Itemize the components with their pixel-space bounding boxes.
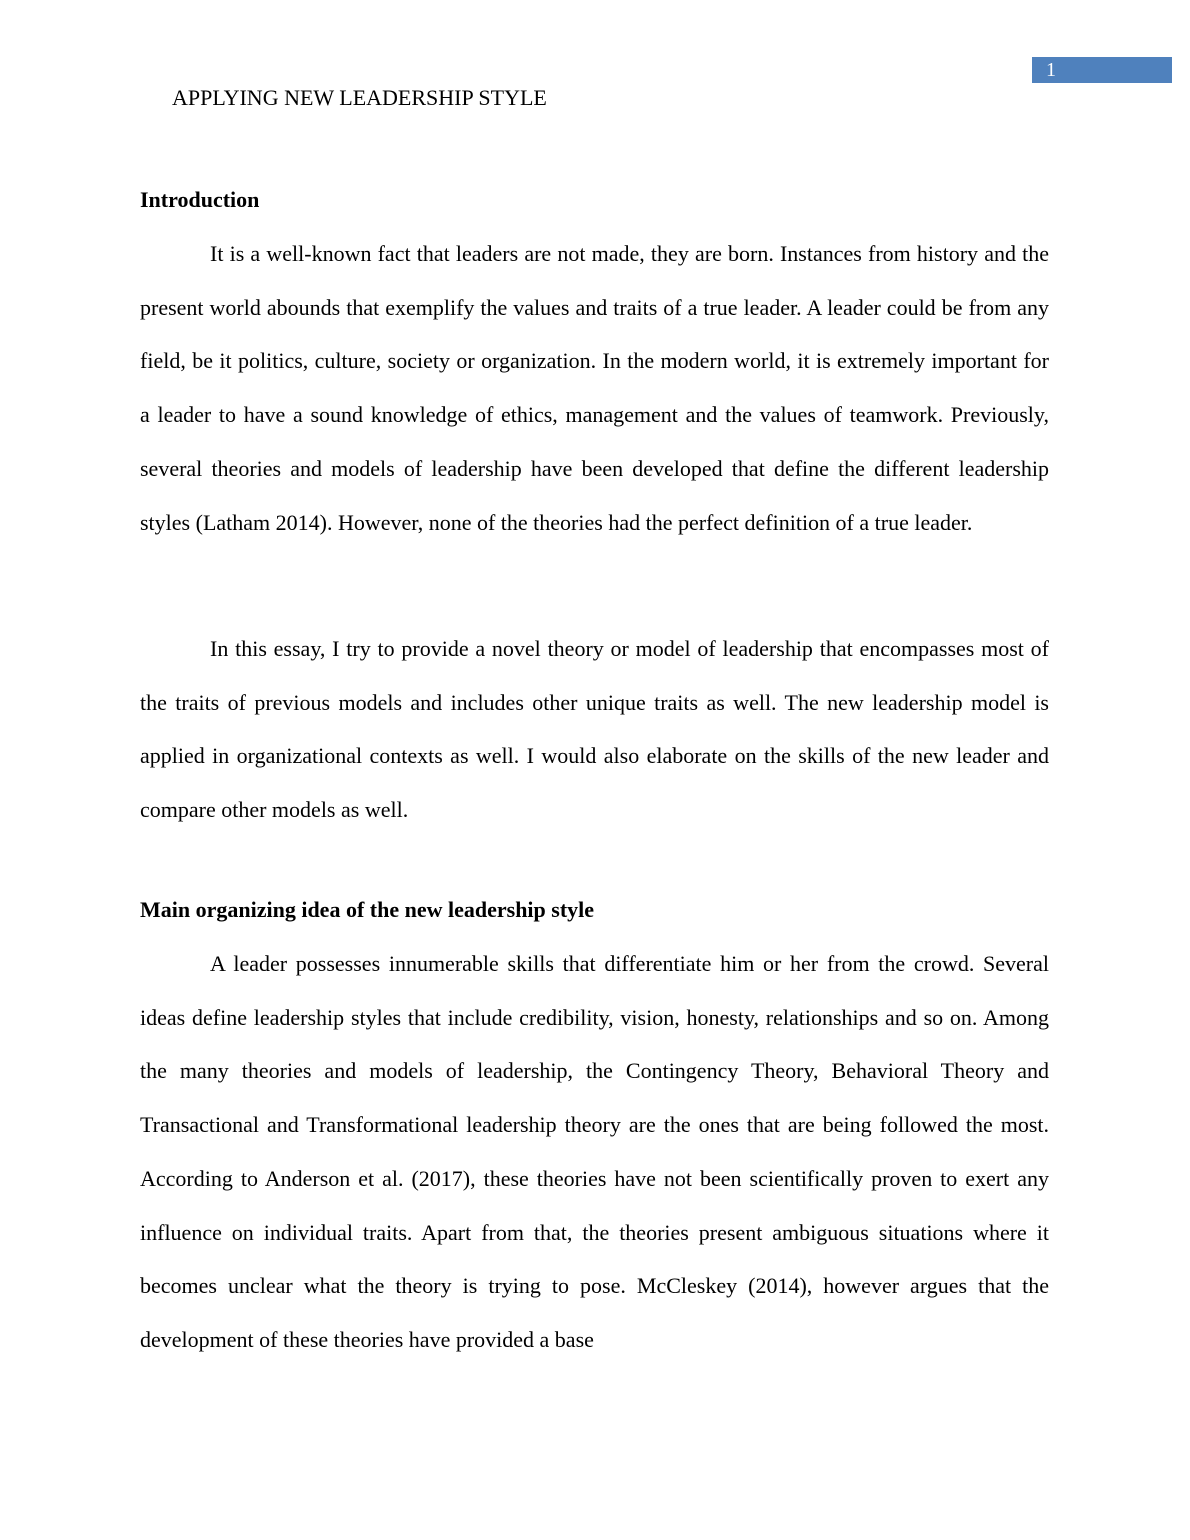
paragraph: In this essay, I try to provide a novel theory or model of leadership that encompasses most of the traits of previous models and includes other unique traits as well. The new leadership model is applied in organizational contexts as well. I would also elaborate on the skills of the new leader and compare other models as well. — [140, 636, 1049, 823]
page-number: 1 — [1032, 57, 1172, 83]
paragraph: It is a well-known fact that leaders are not made, they are born. Instances from history and the present world abounds that exemplify the values and traits of a true leader. A leader could be from any field, be it politics, culture, society or organization. In the modern world, it is extremely important for a leader to have a sound knowledge of ethics, management and the values of teamwork. Previously, several theories and models of leadership have been developed that define the different leadership styles (Latham 2014). However, none of the theories had the perfect definition of a true leader. — [140, 241, 1049, 535]
section-heading-introduction: Introduction — [140, 187, 260, 212]
running-head: APPLYING NEW LEADERSHIP STYLE — [172, 85, 547, 110]
section-heading-main-idea: Main organizing idea of the new leadership style — [140, 897, 595, 922]
paragraph: A leader possesses innumerable skills that differentiate him or her from the crowd. Several ideas define leadership styles that include credibility, vision, honesty, relationships and so on. Among the many theories and models of leadership, the Contingency Theory, Behavioral Theory and Transactional and Transformational leadership theory are the ones that are being followed the most. According to Anderson et al. (2017), these theories have not been scientifically proven to exert any influence on individual traits. Apart from that, the theories present ambiguous situations where it becomes unclear what the theory is trying to pose. McCleskey (2014), however argues that the development of these theories have provided a base — [140, 951, 1049, 1352]
